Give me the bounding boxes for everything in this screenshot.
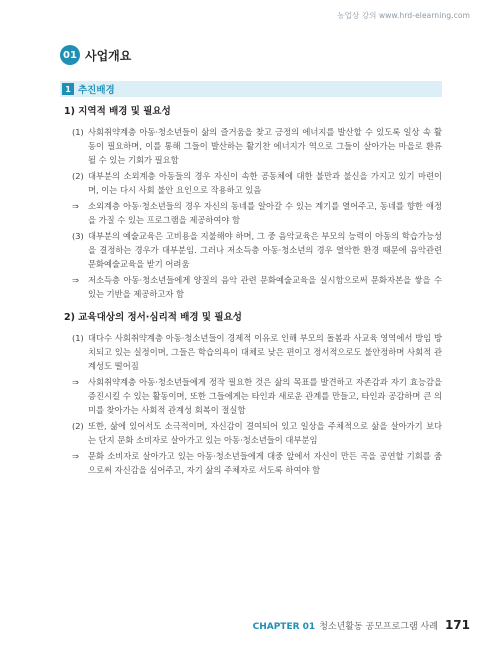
subsection-bar (60, 81, 442, 97)
block-heading: 2) 교육대상의 정서·심리적 배경 및 필요성 (64, 312, 242, 323)
list-item (60, 169, 442, 197)
section-heading (60, 45, 131, 65)
item-text: 소외계층 아동·청소년들의 경우 자신의 동네를 알아갈 수 있는 계기를 열어주고, 동네를 향한 애정을 가질 수 있는 프로그램을 제공하여야 함 (88, 201, 442, 225)
item-marker: ⇒ (72, 377, 79, 387)
section-number-badge: 01 (60, 45, 80, 65)
item-text: 대부분의 예술교육은 고비용을 지불해야 하며, 그 중 음악교육은 부모의 능력이 아동의 학습가능성을 결정하는 경우가 대부분임. 그러나 저소득층 아동·청소년의 경우 열악한 환경 때문에 음악관련 문화예술교육을 받기 어려움 (88, 231, 442, 269)
page-number: 171 (444, 618, 470, 632)
item-marker: ⇒ (72, 275, 79, 285)
item-text: 대부분의 소외계층 아동들의 경우 자신이 속한 공동체에 대한 불만과 불신을 가지고 있기 마련이며, 이는 다시 사회 불안 요인으로 작용하고 있음 (88, 171, 442, 195)
list-item (60, 419, 442, 447)
item-text: 문화 소비자로 살아가고 있는 아동·청소년들에게 대중 앞에서 자신이 만든 곡을 공연할 기회를 줌으로써 자신감을 심어주고, 자기 삶의 주체자로 서도록 하여야 함 (88, 451, 442, 475)
item-marker: (3) (72, 231, 84, 241)
footer-chapter: CHAPTER 01 (252, 622, 316, 632)
subsection-number-badge: 1 (62, 83, 74, 95)
list-item (60, 125, 442, 167)
item-text: 대다수 사회취약계층 아동·청소년들이 경제적 이유로 인해 부모의 돌봄과 사교육 영역에서 방임 방치되고 있는 실정이며, 그들은 학습의욕이 대체로 낮은 편이고 정서적으로도 불안정하며 사회적 관계성도 떨어짐 (88, 333, 442, 371)
item-text: 사회취약계층 아동·청소년들에게 정작 필요한 것은 삶의 목표를 발견하고 자존감과 자기 효능감을 증진시킬 수 있는 활동이며, 또한 그들에게는 타인과 새로운 관계를 만들고, 타인과 공감하며 큰 의미를 찾아가는 사회적 관계성 회복이 절실함 (88, 377, 442, 415)
item-marker: ⇒ (72, 201, 79, 211)
page-footer (253, 618, 470, 632)
footer-title: 청소년활동 공모프로그램 사례 (319, 622, 438, 632)
subsection-title: 추진배경 (78, 85, 115, 96)
list-item (60, 449, 442, 477)
list-item (60, 273, 442, 301)
list-item (60, 331, 442, 373)
item-marker: ⇒ (72, 451, 79, 461)
list-item (60, 199, 442, 227)
section-title: 사업개요 (85, 48, 132, 63)
item-marker: (1) (72, 333, 84, 343)
block-heading: 1) 지역적 배경 및 필요성 (64, 106, 171, 117)
block-regional-background (60, 105, 442, 301)
item-text: 사회취약계층 아동·청소년들이 삶의 즐거움을 찾고 긍정의 에너지를 발산할 수 있도록 일상 속 활동이 필요하며, 이를 통해 그들이 발산하는 활기찬 에너지가 역으로 그들이 살아가는 마을로 환류 될 수 있는 기회가 필요함 (88, 127, 442, 165)
item-marker: (2) (72, 421, 84, 431)
item-text: 저소득층 아동·청소년들에게 양질의 음악 관련 문화예술교육을 실시함으로써 문화자본을 쌓을 수 있는 기반을 제공하고자 함 (88, 275, 442, 299)
block-emotional-background (60, 311, 442, 477)
item-marker: (1) (72, 127, 84, 137)
content (60, 105, 442, 479)
item-text: 또한, 삶에 있어서도 소극적이며, 자신감이 결여되어 있고 일상을 주체적으로 삶을 살아가기 보다는 단지 문화 소비자로 살아가고 있는 아동·청소년들이 대부분임 (88, 421, 442, 445)
list-item (60, 229, 442, 271)
item-marker: (2) (72, 171, 84, 181)
header-note: 농업상 강의 www.hrd-elearning.com (337, 11, 470, 20)
list-item (60, 375, 442, 417)
